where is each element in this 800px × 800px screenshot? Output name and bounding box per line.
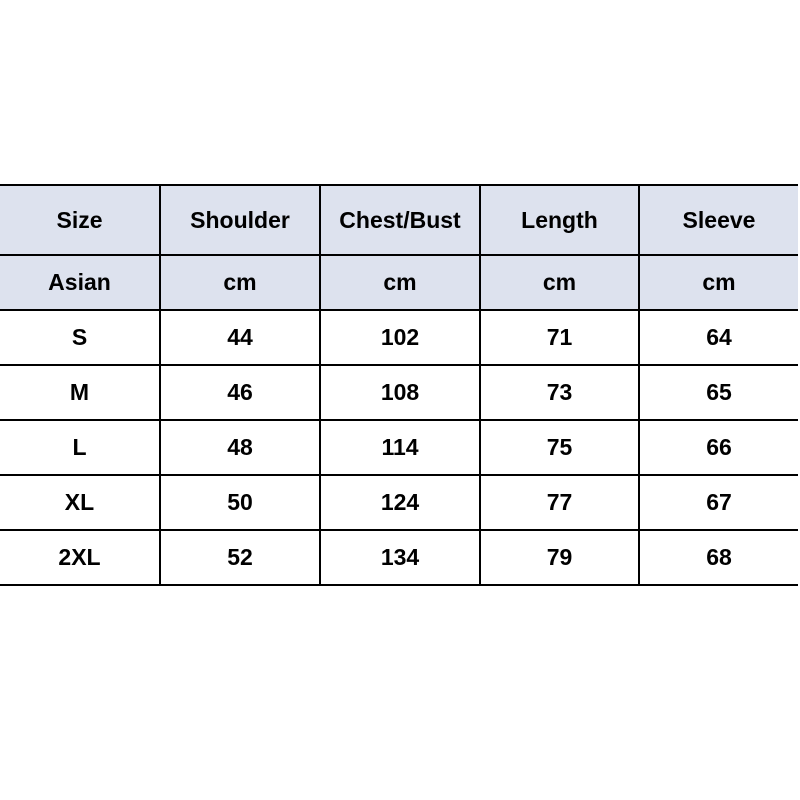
- unit-chest-bust: cm: [320, 255, 480, 310]
- table-row: [0, 475, 798, 530]
- cell-sleeve: 67: [639, 475, 798, 530]
- cell-size: M: [0, 365, 160, 420]
- unit-size-system: Asian: [0, 255, 160, 310]
- header-chest-bust: Chest/Bust: [320, 185, 480, 255]
- cell-shoulder: 52: [160, 530, 320, 585]
- cell-size: S: [0, 310, 160, 365]
- table-row: [0, 530, 798, 585]
- cell-chest-bust: 108: [320, 365, 480, 420]
- header-row: [0, 185, 798, 255]
- cell-chest-bust: 102: [320, 310, 480, 365]
- cell-sleeve: 66: [639, 420, 798, 475]
- table-row: [0, 310, 798, 365]
- cell-shoulder: 46: [160, 365, 320, 420]
- cell-length: 79: [480, 530, 639, 585]
- table-row: [0, 365, 798, 420]
- cell-length: 75: [480, 420, 639, 475]
- header-length: Length: [480, 185, 639, 255]
- header-shoulder: Shoulder: [160, 185, 320, 255]
- unit-sleeve: cm: [639, 255, 798, 310]
- header-size: Size: [0, 185, 160, 255]
- cell-chest-bust: 124: [320, 475, 480, 530]
- cell-size: L: [0, 420, 160, 475]
- cell-shoulder: 50: [160, 475, 320, 530]
- cell-length: 71: [480, 310, 639, 365]
- size-chart-table: [0, 184, 798, 586]
- cell-shoulder: 48: [160, 420, 320, 475]
- cell-chest-bust: 134: [320, 530, 480, 585]
- cell-shoulder: 44: [160, 310, 320, 365]
- cell-length: 73: [480, 365, 639, 420]
- header-sleeve: Sleeve: [639, 185, 798, 255]
- unit-length: cm: [480, 255, 639, 310]
- cell-sleeve: 65: [639, 365, 798, 420]
- cell-length: 77: [480, 475, 639, 530]
- cell-sleeve: 64: [639, 310, 798, 365]
- cell-chest-bust: 114: [320, 420, 480, 475]
- unit-shoulder: cm: [160, 255, 320, 310]
- table-row: [0, 420, 798, 475]
- cell-size: XL: [0, 475, 160, 530]
- cell-sleeve: 68: [639, 530, 798, 585]
- cell-size: 2XL: [0, 530, 160, 585]
- unit-row: [0, 255, 798, 310]
